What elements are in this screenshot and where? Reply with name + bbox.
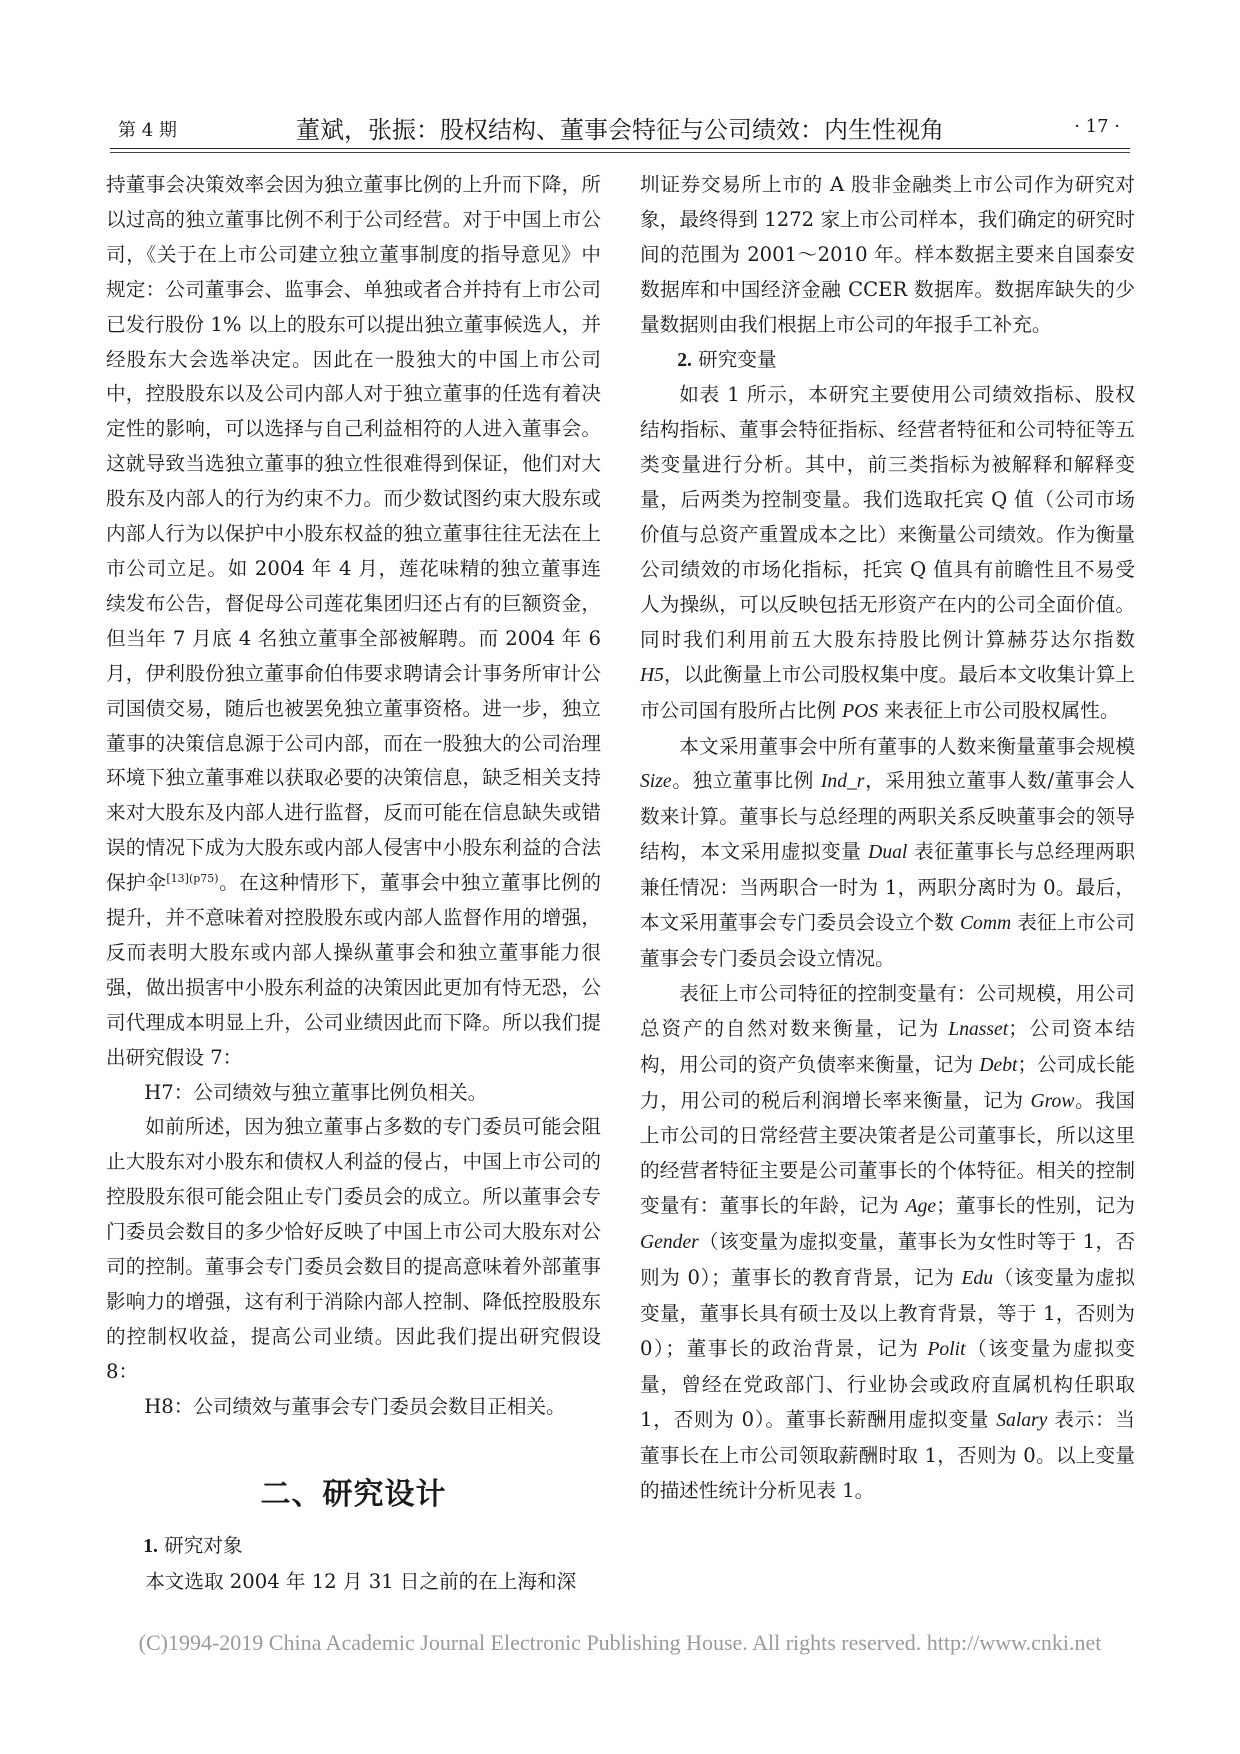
- body-paragraph: [640, 378, 1135, 729]
- body-paragraph: [640, 730, 1135, 977]
- paragraph-text: 表征董事长与总经理两职兼任情况：当两职合一时为 1，两职分离时为 0。最后，本文采用董事会专门委员会设立个数: [640, 840, 1135, 935]
- hypothesis-7: H7：公司绩效与独立董事比例负相关。: [144, 1080, 488, 1104]
- variable-name: Age: [905, 1196, 937, 1218]
- paragraph-text: 本文采用董事会中所有董事的人数来衡量董事会规模: [679, 734, 1135, 758]
- body-paragraph: 圳证券交易所上市的 A 股非金融类上市公司作为研究对象，最终得到 1272 家上市公司样本，我们确定的研究时间的范围为 2001～2010 年。样本数据主要来自国泰安数据库和中国经济金融 CCER 数据库。数据库缺失的少量数据则由我们根据上市公司的年报手工补充。: [640, 173, 1135, 336]
- paragraph-text: （该变量为虚拟变量，董事长具有硕士及以上教育背景，等于 1，否则为 0）；董事长的政治背景，记为: [640, 1266, 1136, 1360]
- subsection-heading: [106, 1529, 601, 1565]
- header-rule-thin: [110, 152, 1130, 153]
- section-heading: 二、研究设计: [260, 1476, 447, 1512]
- subsection-number: 1.: [143, 1535, 158, 1557]
- paragraph-text: ，采用独立董事人数/董事会人数来计算。董事长与总经理的两职关系反映董事会的领导结构，本文采用虚拟变量: [640, 769, 1135, 864]
- variable-name: Gender: [640, 1232, 699, 1254]
- variable-name: POS: [842, 700, 879, 722]
- paragraph-text: ；公司资本结构，用公司的资产负债率来衡量，记为: [640, 1016, 1135, 1076]
- paragraph-text: 如表 1 所示，本研究主要使用公司绩效指标、股权结构指标、董事会特征指标、经营者特征和公司特征等五类变量进行分析。其中，前三类指标为被解释和解释变量，后两类为控制变量。我们选取托宾 Q 值（公司市场价值与总资产重置成本之比）来衡量公司绩效。作为衡量公司绩效的市场化指标，托宾 Q 值具有前瞻性且不易受人为操纵，可以反映包括无形资产在内的公司全面价值。同时我们利用前五大股东持股比例计算赫芬达尔指数: [640, 383, 1135, 651]
- subsection-number: 2.: [677, 349, 692, 371]
- issue-number: 第 4 期: [118, 120, 177, 141]
- paragraph-text: 表征上市公司特征的控制变量有：公司规模，用公司总资产的自然对数来衡量，记为: [640, 981, 1135, 1040]
- running-header: [110, 110, 1130, 146]
- paragraph-text: 表征上市公司董事会专门委员会设立情况。: [640, 911, 1135, 970]
- variable-name: H5: [640, 664, 664, 686]
- variable-name: Polit: [927, 1338, 966, 1360]
- subsection-heading: [640, 343, 1135, 379]
- subsection-title: 研究变量: [691, 347, 777, 371]
- variable-name: Dual: [868, 842, 908, 864]
- page-number: · 17 ·: [1074, 116, 1120, 137]
- paragraph-text: （该变量为虚拟变量，曾经在党政部门、行业协会或政府直属机构任职取 1，否则为 0）。董事长薪酬用虚拟变量: [640, 1336, 1135, 1431]
- right-column: [640, 168, 1135, 1508]
- body-paragraph: 如前所述，因为独立董事占多数的专门委员可能会阻止大股东对小股东和债权人利益的侵占，中国上市公司的控股股东很可能会阻止专门委员会的成立。所以董事会专门委员会数目的多少恰好反映了中国上市公司大股东对公司的控制。董事会专门委员会数目的提高意味着外部董事影响力的增强，这有利于消除内部人控制、降低控股股东的控制权收益，提高公司业绩。因此我们提出研究假设 8：: [106, 1115, 601, 1383]
- paragraph-text: 。独立董事比例: [671, 769, 821, 793]
- variable-name: Salary: [996, 1409, 1048, 1431]
- variable-name: Edu: [961, 1268, 994, 1290]
- paragraph-text: 表示：当董事长在上市公司领取薪酬时取 1，否则为 0。以上变量的描述性统计分析见表 1。: [640, 1407, 1136, 1502]
- variable-name: Grow: [1030, 1090, 1075, 1112]
- paragraph-text: 。我国上市公司的日常经营主要决策者是公司董事长，所以这里的经营者特征主要是公司董事长的个体特征。相关的控制变量有：董事长的年龄，记为: [640, 1088, 1136, 1218]
- paragraph-text: ；董事长的性别，记为: [936, 1194, 1136, 1218]
- copyright-footer: (C)1994-2019 China Academic Journal Electronic Publishing House. All rights reserved. http://www.cnki.net: [138, 1630, 1102, 1655]
- header-rule-thick: [110, 148, 1130, 149]
- citation-ref: [13](p75): [166, 872, 219, 886]
- variable-name: Debt: [979, 1054, 1018, 1076]
- variable-name: Lnasset: [948, 1018, 1009, 1040]
- left-column: [106, 168, 601, 1599]
- paragraph-text: ，以此衡量上市公司股权集中度。最后本文收集计算上市公司国有股所占比例: [640, 662, 1135, 722]
- paragraph-text: （该变量为虚拟变量，董事长为女性时等于 1，否则为 0）；董事长的教育背景，记为: [640, 1230, 1135, 1290]
- paragraph-text: ；公司成长能力，用公司的税后利润增长率来衡量，记为: [640, 1052, 1136, 1112]
- hypothesis-8: H8：公司绩效与董事会专门委员会数目正相关。: [144, 1394, 566, 1418]
- variable-name: Comm: [959, 913, 1012, 935]
- paragraph-text: 。在这种情形下，董事会中独立董事比例的提升，并不意味着对控股股东或内部人监督作用的增强，反而表明大股东或内部人操纵董事会和独立董事能力很强，做出损害中小股东利益的决策因此更加有恃无恐，公司代理成本明显上升，公司业绩因此而下降。所以我们提出研究假设 7：: [106, 871, 602, 1069]
- article-running-title: 董斌，张振：股权结构、董事会特征与公司绩效：内生性视角: [296, 116, 944, 144]
- body-paragraph: [640, 977, 1135, 1509]
- paragraph-text: 来表征上市公司股权属性。: [878, 698, 1120, 722]
- subsection-title: 研究对象: [157, 1533, 243, 1557]
- body-paragraph: [106, 168, 601, 1076]
- paragraph-text: 持董事会决策效率会因为独立董事比例的上升而下降，所以过高的独立董事比例不利于公司经营。对于中国上市公司，《关于在上市公司建立独立董事制度的指导意见》中规定：公司董事会、监事会、单独或者合并持有上市公司已发行股份 1% 以上的股东可以提出独立董事候选人，并经股东大会选举决定。因此在一股独大的中国上市公司中，控股股东以及公司内部人对于独立董事的任选有着决定性的影响，可以选择与自己利益相符的人进入董事会。这就导致当选独立董事的独立性很难得到保证，他们对大股东及内部人的行为约束不力。而少数试图约束大股东或内部人行为以保护中小股东权益的独立董事往往无法在上市公司立足。如 2004 年 4 月，莲花味精的独立董事连续发布公告，督促母公司莲花集团归还占有的巨额资金，但当年 7 月底 4 名独立董事全部被解聘。而 2004 年 6 月，伊利股份独立董事俞伯伟要求聘请会计事务所审计公司国债交易，随后也被罢免独立董事资格。进一步，独立董事的决策信息源于公司内部，而在一股独大的公司治理环境下独立董事难以获取必要的决策信息，缺乏相关支持来对大股东及内部人进行监督，反而可能在信息缺失或错误的情况下成为大股东或内部人侵害中小股东利益的合法保护伞: [106, 173, 601, 895]
- variable-name: Size: [640, 771, 672, 793]
- body-paragraph: 本文选取 2004 年 12 月 31 日之前的在上海和深: [145, 1569, 577, 1593]
- variable-name: Ind_r: [820, 771, 865, 793]
